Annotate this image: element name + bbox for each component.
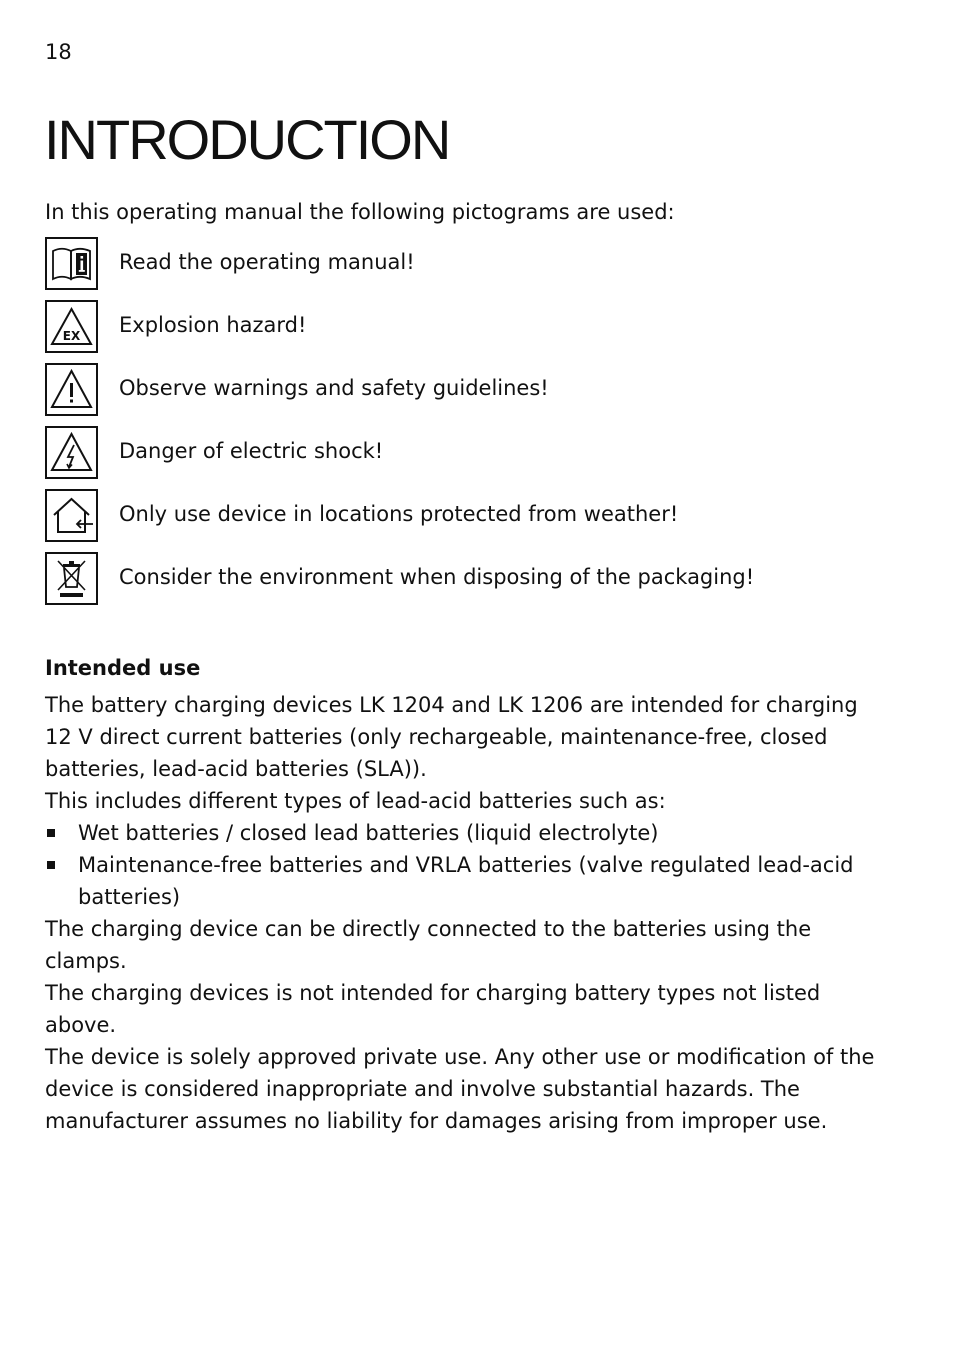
section-heading-intended-use: Intended use (45, 656, 201, 680)
manual-info-icon (45, 237, 98, 290)
pictogram-row-warning (45, 363, 905, 426)
electric-shock-icon (45, 426, 98, 479)
pictogram-label: Observe warnings and safety guidelines! (119, 376, 549, 400)
paragraph: The charging device can be directly connected to the batteries using the clamps. (45, 917, 812, 973)
bullet-item (45, 849, 875, 913)
bullet-text: Maintenance-free batteries and VRLA batteries (valve regulated lead-acid batteries) (78, 853, 854, 909)
pictogram-row-disposal (45, 552, 905, 615)
pictogram-row-shock (45, 426, 905, 489)
paragraph: The device is solely approved private use. Any other use or modification of the device is considered inappropriate and involve substantial hazards. The manufacturer assumes no liability for damages arising from improper use. (45, 1045, 875, 1133)
pictogram-list (45, 237, 905, 615)
page-number: 18 (45, 40, 72, 64)
paragraph: This includes different types of lead-acid batteries such as: (45, 789, 666, 813)
pictogram-row-explosion (45, 300, 905, 363)
bullet-text: Wet batteries / closed lead batteries (liquid electrolyte) (78, 821, 659, 845)
page-title: INTRODUCTION (44, 108, 450, 171)
warning-triangle-icon (45, 363, 98, 416)
pictogram-label: Consider the environment when disposing of the packaging! (119, 565, 755, 589)
pictogram-row-indoor (45, 489, 905, 552)
pictogram-label: Read the operating manual! (119, 250, 415, 274)
paragraph: The battery charging devices LK 1204 and LK 1206 are intended for charging 12 V direct current batteries (only rechargeable, maintenance-free, closed batteries, lead-acid batteries (SLA)). (45, 693, 858, 781)
indoor-use-house-icon (45, 489, 98, 542)
bullet-item (45, 817, 875, 849)
crossed-bin-icon (45, 552, 98, 605)
bullet-square-icon (47, 861, 55, 869)
bullet-square-icon (47, 829, 55, 837)
pictogram-row-manual (45, 237, 905, 300)
svg-text:EX: EX (62, 329, 81, 343)
pictogram-label: Only use device in locations protected from weather! (119, 502, 679, 526)
intro-text: In this operating manual the following pictograms are used: (45, 200, 675, 224)
intended-use-body (45, 689, 875, 1137)
pictogram-label: Explosion hazard! (119, 313, 307, 337)
paragraph: The charging devices is not intended for charging battery types not listed above. (45, 981, 821, 1037)
pictogram-label: Danger of electric shock! (119, 439, 384, 463)
explosion-hazard-icon (45, 300, 98, 353)
